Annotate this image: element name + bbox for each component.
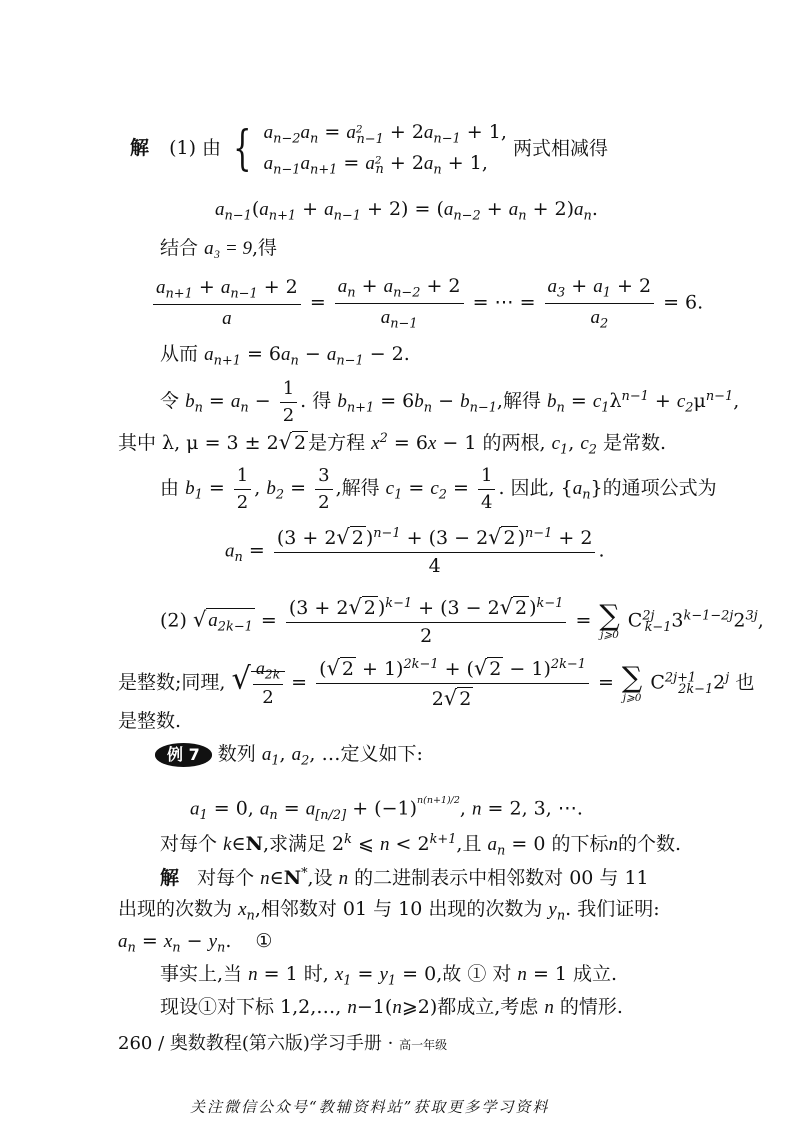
integer-end-text: 是整数. xyxy=(118,710,182,732)
also-text: 也 xyxy=(735,671,755,694)
solution2-line-5: 现设①对下标 1,2,…, n−1(n⩾2)都成立,考虑 n 的情形. xyxy=(160,996,623,1018)
book-title: 奥数教程(第六版)学习手册 xyxy=(169,1033,382,1054)
part2-label: (2) xyxy=(160,609,187,632)
example-define-text: …定义如下: xyxy=(321,743,423,765)
solution2-label: 解 xyxy=(160,867,180,890)
solution2-line-4: 事实上,当 n = 1 时, $x_1 = y_1 = 0$,故 ① 对 n = 1 成立. xyxy=(160,963,618,989)
solution2-line-2: 出现的次数为 $x_n$,相邻数对 01 与 10 出现的次数为 $y_n$. 我们证明: xyxy=(118,898,660,924)
solution2-line-1: 解 对每个 n∈N*,设 n 的二进制表示中相邻数对 00 与 11 xyxy=(160,866,649,890)
part2-line-2: 是整数;同理, √ $\frac{a_{2k}}{2}$ = $\frac{(√ 2 + 1)^{2k-1} + (√ 2 - 1)^{2k-1}}{2√ 2}$ = ∑ j⩾0 $C^{2j+1}_{2k-1}2^j$ 也 xyxy=(118,656,755,711)
from-text: 由 xyxy=(160,477,180,500)
solution2-text-2a: 出现的次数为 xyxy=(118,898,233,920)
grade-label: 高一年级 xyxy=(399,1038,448,1052)
question-tail: 的下标 xyxy=(551,833,609,856)
combine-line xyxy=(160,237,277,261)
solution2-text-4a: 事实上,当 xyxy=(160,963,243,985)
where-line: 其中 λ, μ = 3 ± 2√ 2 是方程 $x^2 = 6x - 1$ 的两根, $c_1$, $c_2$ 是常数. xyxy=(118,430,667,458)
question-mid: ,求满足 xyxy=(262,833,326,856)
roots-text: 是方程 xyxy=(308,432,366,454)
get-text: . 得 xyxy=(300,390,332,413)
let-text: 令 xyxy=(160,390,180,413)
constants-text: 是常数. xyxy=(603,432,667,454)
combine-text: 结合 xyxy=(160,237,199,259)
substitution-line: 令 $b_n = a_n$ − $\frac{1}{2}$ . 得 $b_{n+1} = 6b_n - b_{n-1}$,解得 $b_n = c_1\lambda^{n-1} + c_2\mu^{n-1}$, xyxy=(160,378,740,426)
solution2-text-1b: ,设 xyxy=(307,867,333,890)
question-prefix: 对每个 xyxy=(160,833,218,856)
derived-equation: $a_{n-1}(a_{n+1} + a_{n-1} + 2) = (a_{n-2} + a_n + 2)a_n$. xyxy=(215,198,598,224)
brace-symbol: { xyxy=(233,120,252,177)
hence-text: . 因此, xyxy=(498,477,555,500)
equation-mark: ① xyxy=(255,930,273,952)
solution2-text-1c: 的二进制表示中相邻数对 00 与 11 xyxy=(354,867,649,890)
initial-values-line: 由 $b_1$ = $\frac{1}{2}$ , $b_2$ = $\frac{3}{2}$ ,解得 $c_1 = c_2$ = $\frac{1}{4}$ . 因此, $\{a_n\}$的通项公式为 xyxy=(160,465,717,513)
solve-text-2: ,解得 xyxy=(335,477,380,500)
two-roots-text: 的两根, xyxy=(482,432,546,454)
solution-label: 解 xyxy=(130,136,150,159)
system-eq1: $a_{n-2}a_n = a^2_{n-1} + 2a_{n-1} + 1$, xyxy=(263,121,507,147)
solution2-text-5a: 现设①对下标 1,2,…, xyxy=(160,996,342,1018)
question-line: 对每个 k∈N,求满足 2$^k$ ⩽ $n < 2^{k+1}$,且 $a_n = 0$ 的下标n的个数. xyxy=(160,832,682,859)
solution2-text-4c: ,故 ① 对 xyxy=(436,963,512,985)
example-header: 例 7 数列 $a_1$, $a_2$, …定义如下: xyxy=(155,743,423,769)
equation-system xyxy=(264,118,507,180)
solution2-text-4d: 成立. xyxy=(573,963,618,985)
solution2-text-2c: . 我们证明: xyxy=(565,898,660,920)
part1-line xyxy=(130,118,608,180)
solution2-text-4b: 时, xyxy=(303,963,329,985)
part1-label: (1) 由 xyxy=(169,136,222,159)
solution2-line-3: $a_n = x_n - y_n$. ① xyxy=(118,930,273,956)
ratio-chain: $\frac{a_{n+1} + a_{n-1} + 2}{a}$ = $\frac{a_n + a_{n-2} + 2}{a_{n-1}}$ = ⋯ = $\frac{a_3 + a_1 + 2}{a_2}$ = 6. xyxy=(150,275,703,332)
general-formula: $a_n$ = $\frac{(3 + 2√ 2 )^{n-1} + (3 - 2√ 2 )^{n-1} + 2}{4}$ . xyxy=(225,525,605,578)
solution2-text-2b: ,相邻数对 01 与 10 出现的次数为 xyxy=(254,898,543,920)
system-eq2: $a_{n-1}a_{n+1} = a^2_n + 2a_n + 1$, xyxy=(263,151,488,178)
solution2-text-5b: 都成立,考虑 xyxy=(437,996,539,1018)
solution2-text-1: 对每个 xyxy=(197,867,255,890)
part2-line: (2) √ $a_{2k-1}$ = $\frac{(3 + 2√ 2 )^{k-1} + (3 - 2√ 2 )^{k-1}}{2}$ = ∑ j⩾0 $C^{2j}_{k-1}3^{k-1-2j}2^{3j}$, xyxy=(160,595,764,648)
sequence-definition: $a_1 = 0$, $a_n = a_{[n/2]} + (-1)^{n(n+1)/2}$, n = 2, 3, ⋯. xyxy=(190,795,583,823)
example-intro: 数列 xyxy=(217,743,256,765)
subtract-text: 两式相减得 xyxy=(512,137,608,160)
combine-cond: a₃ = 9 xyxy=(204,238,252,259)
page-number: 260 xyxy=(118,1033,153,1054)
combine-tail: ,得 xyxy=(252,237,278,259)
example-badge: 例 7 xyxy=(155,743,212,766)
integer-text: 是整数;同理, xyxy=(118,671,226,694)
solution2-text-5c: 的情形. xyxy=(559,996,623,1018)
page-footer: 260 / 奥数教程(第六版)学习手册 · 高一年级 xyxy=(118,1033,448,1054)
solve-text: ,解得 xyxy=(496,390,541,413)
thus-text: 从而 xyxy=(160,343,199,365)
advert-text: 关注微信公众号“教辅资料站”获取更多学习资料 xyxy=(190,1098,550,1116)
question-end: 的个数. xyxy=(617,833,682,856)
where-text: 其中 xyxy=(118,432,157,454)
general-term-text: 的通项公式为 xyxy=(602,477,717,500)
recurrence-line: 从而 $a_{n+1} = 6a_n - a_{n-1} - 2$. xyxy=(160,343,410,369)
integer-end-line xyxy=(118,710,181,733)
